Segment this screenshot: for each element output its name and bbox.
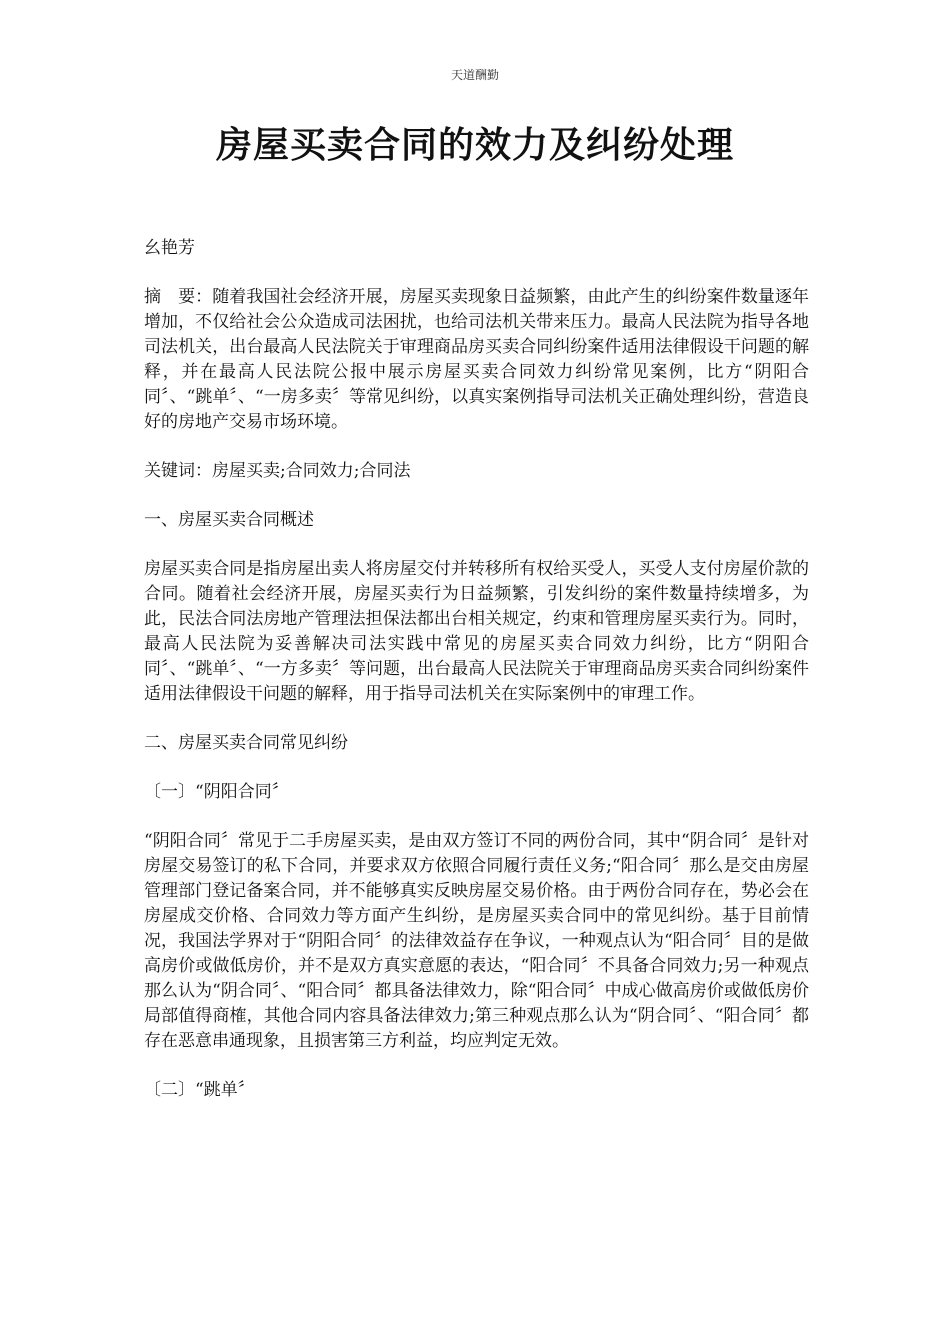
subsection-heading-1: 〔一〕“阴阳合同〞 [144,782,289,802]
author-name: 幺艳芳 [144,238,195,258]
subsection-1-paragraph: “阴阳合同〞常见于二手房屋买卖，是由双方签订不同的两份合同，其中“阴合同〞是针对房屋交易签订的私下合同，并要求双方依照合同履行责任义务;“阳合同〞那么是交由房屋管理部门登记备案合同，并不能够真实反映房屋交易价格。由于两份合同存在，势必会在房屋成交价格、合同效力等方面产生纠纷，是房屋买卖合同中的常见纠纷。基于目前情况，我国法学界对于“阴阳合同〞的法律效益存在争议，一种观点认为“阳合同〞目的是做高房价或做低房价，并不是双方真实意愿的表达，“阳合同〞不具备合同效力;另一种观点那么认为“阴合同〞、“阳合同〞都具备法律效力，除“阳合同〞中成心做高房价或做低房价局部值得商榷，其他合同内容具备法律效力;第三种观点那么认为“阴合同〞、“阳合同〞都存在恶意串通现象，且损害第三方利益，均应判定无效。 [144,831,809,1051]
abstract-paragraph: 摘 要：随着我国社会经济开展，房屋买卖现象日益频繁，由此产生的纠纷案件数量逐年增加，不仅给社会公众造成司法困扰，也给司法机关带来压力。最高人民法院为指导各地司法机关，出台最高人民法院关于审理商品房买卖合同纠纷案件适用法律假设干问题的解释，并在最高人民法院公报中展示房屋买卖合同效力纠纷常见案例，比方“阴阳合同〞、“跳单〞、“一房多卖〞等常见纠纷，以真实案例指导司法机关正确处理纠纷，营造良好的房地产交易市场环境。 [144,287,809,432]
section-heading-2: 二、房屋买卖合同常见纠纷 [144,733,348,753]
section-heading-1: 一、房屋买卖合同概述 [144,510,314,530]
section-1-paragraph: 房屋买卖合同是指房屋出卖人将房屋交付并转移所有权给买受人，买受人支付房屋价款的合同。随着社会经济开展，房屋买卖行为日益频繁，引发纠纷的案件数量持续增多，为此，民法合同法房地产管理法担保法都出台相关规定，约束和管理房屋买卖行为。同时，最高人民法院为妥善解决司法实践中常见的房屋买卖合同效力纠纷，比方“阴阳合同〞、“跳单〞、“一方多卖〞等问题，出台最高人民法院关于审理商品房买卖合同纠纷案件适用法律假设干问题的解释，用于指导司法机关在实际案例中的审理工作。 [144,559,809,704]
subsection-heading-2: 〔二〕“跳单〞 [144,1080,255,1100]
document-title: 房屋买卖合同的效力及纠纷处理 [215,124,734,166]
document-body [144,236,809,1127]
keywords-line: 关键词：房屋买卖;合同效力;合同法 [144,461,411,481]
running-header: 天道酬勤 [450,68,499,82]
